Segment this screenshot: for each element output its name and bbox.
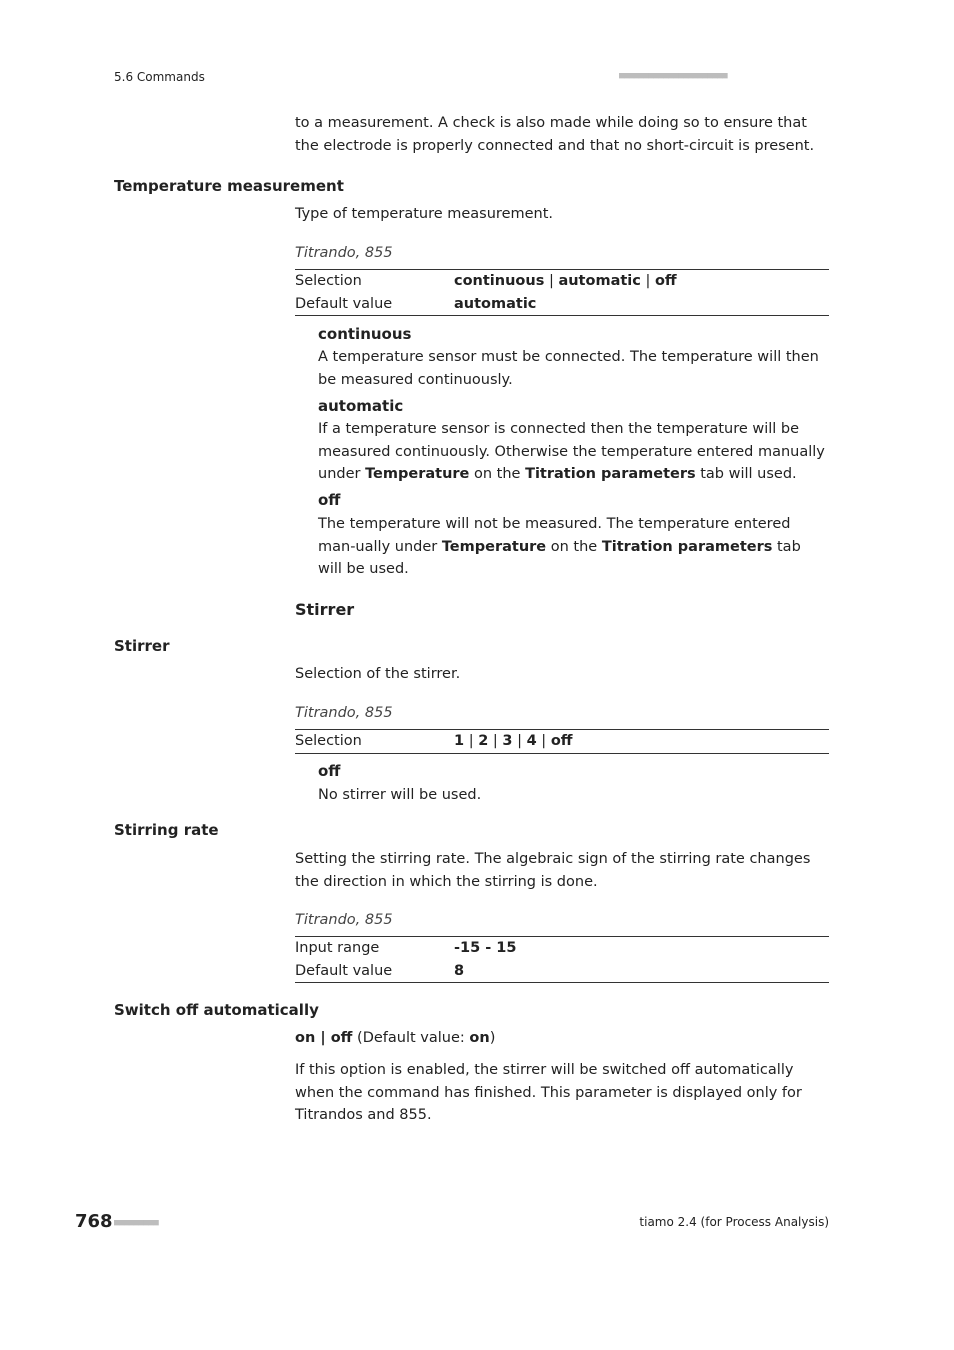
continuous-desc: A temperature sensor must be connected. The temperature will then be measured continuously. xyxy=(318,349,819,388)
table-value: 1 | 2 | 3 | 4 | off xyxy=(454,733,573,749)
product-name: tiamo 2.4 (for Process Analysis) xyxy=(639,1215,829,1229)
table-key: Selection xyxy=(295,273,362,289)
table-key: Default value xyxy=(295,962,393,979)
stirring-rate-desc: Setting the stirring rate. The algebraic sign of the stirring rate changes the direction in which the stirring is done. xyxy=(295,851,811,890)
stirrer-desc: Selection of the stirrer. xyxy=(295,666,461,682)
header-dots: ■■■■■■■■■■■■■■■■■■■■■■ xyxy=(619,71,728,81)
automatic-desc: If a temperature sensor is connected then the temperature will be measured continuously. Otherwise the temperature entered manually under Temperature on the Titration parameters tab will used. xyxy=(318,421,825,482)
switch-off-desc: If this option is enabled, the stirrer will be switched off automatically when the command has finished. This parameter is displayed only for Titrandos and 855. xyxy=(295,1062,802,1123)
table-value: 8 xyxy=(454,962,465,979)
stirrer-table xyxy=(295,729,829,754)
intro-paragraph: to a measurement. A check is also made while doing so to ensure that the electrode is properly connected and that no short-circuit is present. xyxy=(295,115,815,154)
term-automatic: automatic xyxy=(318,397,404,415)
table-key: Default value xyxy=(295,295,393,312)
stirring-rate-heading: Stirring rate xyxy=(114,821,219,839)
term-continuous: continuous xyxy=(318,325,412,343)
stirring-rate-table xyxy=(295,936,829,983)
stirrer-group-title: Stirrer xyxy=(295,600,355,619)
off-desc: The temperature will not be measured. The temperature entered man-ually under Temperature on the Titration parameters tab will be used. xyxy=(318,516,801,577)
stirrer-term-off: off xyxy=(318,762,341,780)
footer-dots: ■■■■■■■■■ xyxy=(114,1218,159,1228)
table-key: Input range xyxy=(295,940,380,956)
section-header: 5.6 Commands xyxy=(114,70,205,84)
option-continuous: continuous xyxy=(454,273,545,289)
stirring-rate-caption: Titrando, 855 xyxy=(295,912,393,928)
table-row xyxy=(295,270,829,293)
table-value: automatic xyxy=(454,295,537,312)
table-row xyxy=(295,293,829,316)
table-value: -15 - 15 xyxy=(454,940,517,956)
table-row xyxy=(295,730,829,753)
switch-off-heading: Switch off automatically xyxy=(114,1001,319,1019)
stirrer-caption: Titrando, 855 xyxy=(295,705,393,721)
term-off: off xyxy=(318,491,341,509)
temperature-desc: Type of temperature measurement. xyxy=(295,206,554,222)
temperature-table xyxy=(295,269,829,316)
temperature-caption: Titrando, 855 xyxy=(295,245,393,261)
page-number: 768 xyxy=(75,1211,113,1232)
table-row xyxy=(295,960,829,983)
stirrer-off-desc: No stirrer will be used. xyxy=(318,787,482,803)
switch-off-options: on | off (Default value: on) xyxy=(295,1030,496,1046)
table-row xyxy=(295,937,829,960)
option-automatic: automatic xyxy=(558,273,641,289)
table-key: Selection xyxy=(295,733,362,749)
stirrer-heading: Stirrer xyxy=(114,637,170,655)
temperature-heading: Temperature measurement xyxy=(114,177,344,195)
table-value: continuous | automatic | off xyxy=(454,273,677,289)
option-off: off xyxy=(654,273,677,289)
